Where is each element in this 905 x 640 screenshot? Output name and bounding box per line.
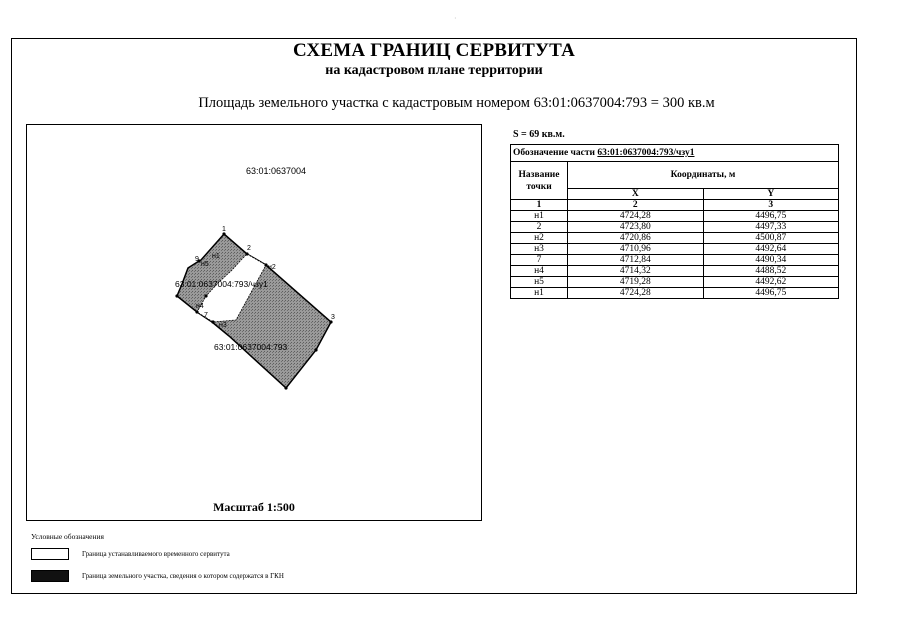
col-x: X [568,189,704,200]
cell-x: 4710,96 [568,244,704,255]
quarter-number: 63:01:0637004 [246,166,307,176]
col-num: 2 [568,200,704,211]
part-designation [511,145,839,162]
col-y: Y [703,189,839,200]
cell-y: 4488,52 [703,266,839,277]
cell-point: н2 [511,233,568,244]
coordinates-table [510,144,839,299]
cell-point: н4 [511,266,568,277]
cell-point: н3 [511,244,568,255]
legend-parcel-text: Граница земельного участка, сведения о котором содержатся в ГКН [82,572,284,580]
parcel-label: 63:01:0637004:793 [214,342,288,352]
cell-y: 4497,33 [703,222,839,233]
legend-servitude-swatch [31,548,69,560]
col-num: 1 [511,200,568,211]
cell-x: 4720,86 [568,233,704,244]
point-label: 7 [204,312,208,319]
point-label: н2 [268,264,276,271]
servitude-area: S = 69 кв.м. [513,129,565,140]
cell-point: 2 [511,222,568,233]
table-row [511,211,839,222]
cell-y: 4490,34 [703,255,839,266]
cell-point: н1 [511,288,568,299]
point-label: 2 [247,245,251,252]
part-label-prefix: Обозначение части [513,148,598,158]
table-row [511,277,839,288]
point-label: н4 [196,303,204,310]
map-scale: Масштаб 1:500 [213,500,295,514]
servitude-label: 63:01:0637004:793/чзу1 [175,279,268,289]
legend-servitude-text: Граница устанавливаемого временного сервитута [82,550,230,558]
point-label: н3 [219,322,227,329]
table-row [511,288,839,299]
point-label: 1 [222,226,226,233]
scan-speck: · [454,14,457,23]
table-row [511,244,839,255]
parcel-area-line: Площадь земельного участка с кадастровым номером 63:01:0637004:793 = 300 кв.м [198,95,715,111]
cell-y: 4496,75 [703,211,839,222]
legend-title: Условные обозначения [31,532,104,541]
table-row [511,255,839,266]
legend-parcel-swatch [31,570,69,582]
cell-x: 4712,84 [568,255,704,266]
page-title: СХЕМА ГРАНИЦ СЕРВИТУТА [292,40,575,61]
part-number: 63:01:0637004:793/чзу1 [597,148,695,158]
table-row [511,266,839,277]
cell-point: 7 [511,255,568,266]
table-row [511,222,839,233]
col-num: 3 [703,200,839,211]
cell-x: 4724,28 [568,211,704,222]
cell-x: 4714,32 [568,266,704,277]
point-label: н1 [212,253,220,260]
cell-y: 4492,64 [703,244,839,255]
col-coords: Координаты, м [568,162,839,189]
point-label: 3 [331,314,335,321]
cell-y: 4500,87 [703,233,839,244]
table-row [511,233,839,244]
cell-x: 4723,80 [568,222,704,233]
point-label: н5 [201,261,209,268]
cell-x: 4719,28 [568,277,704,288]
cell-y: 4496,75 [703,288,839,299]
col-point-name: Название точки [511,162,568,200]
cell-x: 4724,28 [568,288,704,299]
cell-point: н1 [511,211,568,222]
point-label: 9 [195,256,199,263]
cell-point: н5 [511,277,568,288]
page-subtitle: на кадастровом плане территории [325,63,543,78]
cell-y: 4492,62 [703,277,839,288]
